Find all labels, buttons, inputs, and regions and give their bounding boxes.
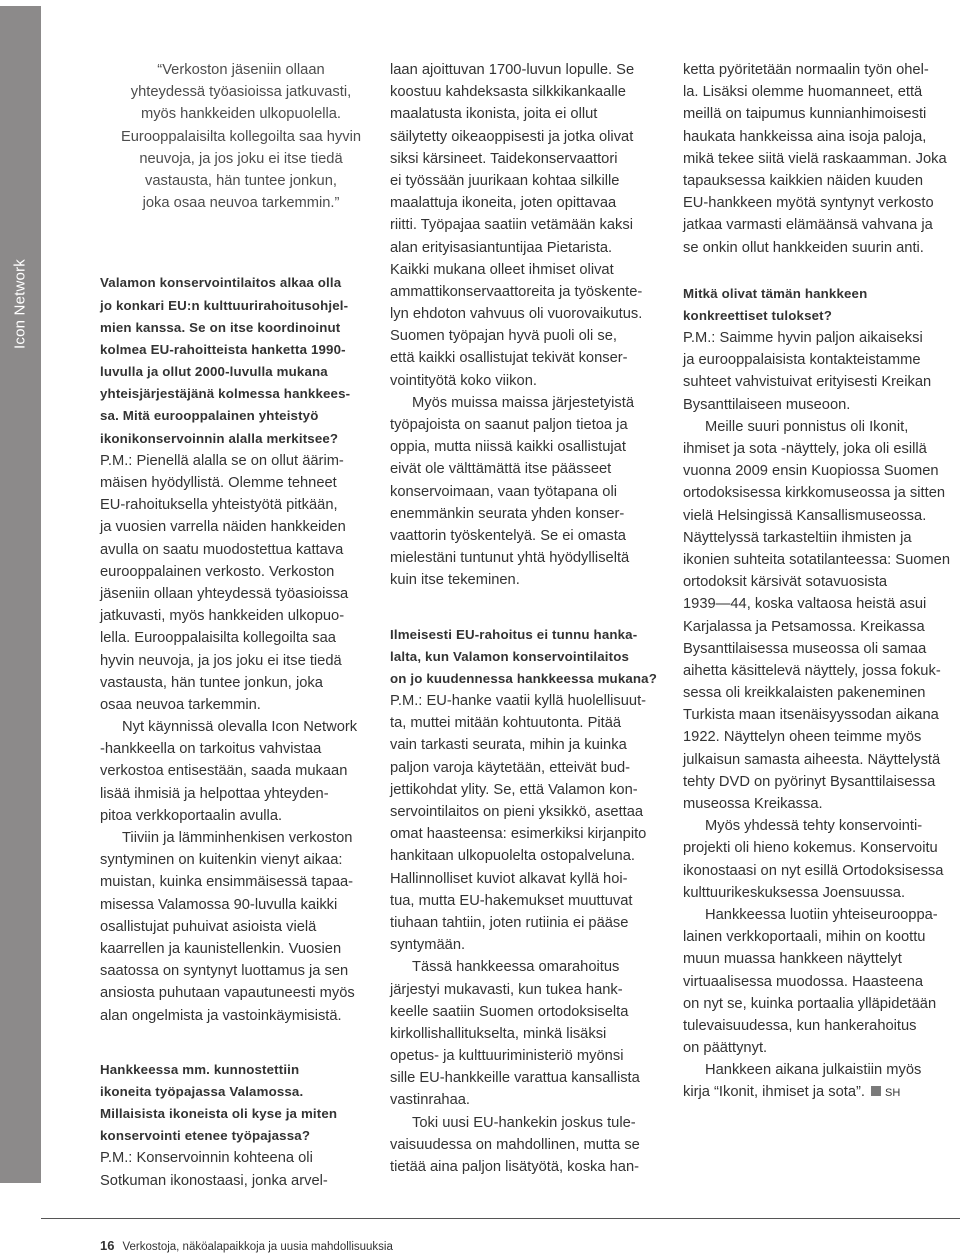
text-line: on päättynyt. — [683, 1040, 768, 1057]
question-heading — [100, 1059, 382, 1148]
text-line: Bysanttilaiseen museoon. — [683, 396, 851, 413]
text-line: konservoimaan, vaan työtapana oli — [390, 483, 617, 500]
text-line: syntyminen on kuitenkin vienyt aikaa: — [100, 852, 343, 869]
paragraph — [390, 956, 672, 1111]
paragraph — [100, 450, 382, 716]
text-line: tehty DVD on pyörinyt Bysanttilaisessa — [683, 773, 936, 790]
text-line: vain tarkasti seurata, mihin ja kuinka — [390, 737, 627, 754]
text-line: tiuhaan tahtiin, joten rutiinia ei pääse — [390, 914, 629, 931]
publication-title: Verkostoja, näköalapaikkoja ja uusia mahdollisuuksia — [122, 1241, 393, 1253]
text-line: ortodoksisessa kirkkomuseossa ja sitten — [683, 485, 946, 502]
text-line: eivät ole välttämättä itse päässeet — [390, 461, 612, 478]
text-line: 1939—44, koska valtaosa heistä asui — [683, 596, 927, 613]
text-line: tapauksessa kaikkien näiden kuuden — [683, 172, 924, 189]
paragraph — [390, 1112, 672, 1179]
text-line: P.M.: Pienellä alalla se on ollut äärim- — [100, 452, 344, 469]
text-column-2 — [390, 59, 672, 1178]
text-line: kirkollishallitukselta, minkä lisäksi — [390, 1025, 607, 1042]
text-line: hyvin neuvoja, ja jos joku ei itse tiedä — [100, 652, 342, 669]
text-line: järjestyi mukavasti, kun tukea hank- — [390, 981, 623, 998]
text-line: Sotkuman ikonostaasi, jonka arvel- — [100, 1172, 328, 1189]
text-line: vielä Helsingissä Kansallismuseossa. — [683, 507, 927, 524]
text-line: “Verkoston jäseniin ollaan — [157, 62, 325, 78]
text-column-3 — [683, 59, 960, 1104]
text-line: suhteet vahvistuivat erityisesti Kreikan — [683, 374, 932, 391]
text-line: että kaikki osallistujat tekivät konser- — [390, 350, 628, 367]
paragraph — [683, 904, 960, 1059]
paragraph — [390, 690, 672, 956]
text-line: Tässä hankkeessa omarahoitus — [412, 959, 620, 976]
text-line: laan ajoittuvan 1700-luvun lopulle. Se — [390, 62, 635, 78]
text-line: Nyt käynnissä olevalla Icon Network — [122, 719, 358, 736]
text-line: tulevaisuudessa, kun hankerahoitus — [683, 1017, 917, 1034]
text-line: mikä tekee siitä vielä raskaamman. Joka — [683, 150, 947, 167]
text-line: kolmea EU-rahoitteista hanketta 1990- — [100, 341, 346, 357]
text-line: alan erityisasiantuntijaa Pietarista. — [390, 239, 613, 256]
intro-paragraph — [100, 272, 382, 450]
text-line: muun muassa hankkeen näyttelyt — [683, 951, 902, 968]
text-line: kulttuurikeskuksessa Joensuussa. — [683, 884, 906, 901]
text-line: vastausta, hän tuntee jonkun, joka — [100, 674, 323, 691]
paragraph — [683, 416, 960, 815]
text-line: alan ongelmista ja vastoinkäymisistä. — [100, 1007, 342, 1024]
text-line: ansiosta puhutaan vapautuneesti myös — [100, 985, 355, 1002]
text-line: muistan, kuinka ensimmäisessä tapaa- — [100, 874, 354, 891]
section-tab — [0, 6, 41, 1183]
text-line: Myös yhdessä tehty konservointi- — [705, 818, 923, 835]
text-line: neuvoja, ja jos joku ei itse tiedä — [139, 150, 343, 167]
text-line: Mitkä olivat tämän hankkeen — [683, 285, 868, 301]
question-heading — [390, 624, 672, 691]
text-line: ikonien suhteita sotatilanteessa: Suomen — [683, 551, 950, 568]
paragraph — [100, 827, 382, 1027]
text-line: vaattorin työskentelyä. Se ei omasta — [390, 527, 626, 544]
text-line: ikonikonservoinnin alalla merkitsee? — [100, 430, 339, 446]
text-line: vaisuudessa on mahdollinen, mutta se — [390, 1136, 640, 1153]
text-line: Tiiviin ja lämminhenkisen verkoston — [122, 830, 353, 846]
text-line: enemmänkin seurata yhden konser- — [390, 505, 625, 522]
text-line: P.M.: Konservoinnin kohteena oli — [100, 1150, 313, 1167]
text-line: koostuu kahdeksasta silkkikankaalle — [390, 84, 626, 101]
text-line: lalta, kun Valamon konservointilaitos — [390, 648, 630, 664]
paragraph — [683, 59, 960, 259]
text-line: P.M.: Saimme hyvin paljon aikaiseksi — [683, 330, 923, 347]
text-line: ei työssään juurikaan kohtaa silkille — [390, 172, 620, 189]
text-line: oppia, mutta niissä kaikki osallistujat — [390, 439, 626, 456]
text-line: mien kanssa. Se on itse koordinoinut — [100, 319, 341, 335]
text-line: mäisen hyödyllistä. Olemme tehneet — [100, 475, 337, 491]
closing-text: kirja “Ikonit, ihmiset ja sota”. — [683, 1084, 866, 1101]
text-line: säilytetty oikeaoppisesti ja jotka olivat — [390, 128, 634, 145]
section-tab-label: Icon Network — [11, 259, 29, 349]
text-line: lisää ihmisiä ja helpottaa yhteyden- — [100, 785, 329, 802]
text-line: on jo kuudennessa hankkeessa mukana? — [390, 670, 658, 686]
text-line: Valamon konservointilaitos alkaa olla — [100, 275, 342, 291]
text-line: Hallinnolliset kuviot alkavat kyllä hoi- — [390, 870, 628, 887]
text-line: se onkin ollut hankkeiden suurin anti. — [683, 239, 924, 256]
text-line: omat haasteensa: esimerkiksi kirjanpito — [390, 826, 647, 843]
text-line: konkreettiset tulokset? — [683, 307, 833, 323]
text-line: la. Lisäksi olemme huomanneet, että — [683, 84, 923, 101]
text-line: saatossa on syntynyt luottamus ja sen — [100, 963, 349, 980]
pull-quote — [100, 59, 382, 214]
text-line: meillä on taipumus kunnianhimoisesti — [683, 106, 927, 123]
text-line: EU-hankkeen myötä syntynyt verkosto — [683, 195, 934, 212]
text-line: verkostoa entisestään, saada mukaan — [100, 763, 348, 780]
text-line: virtuaalisessa muodossa. Haasteena — [683, 973, 924, 990]
text-line: Myös muissa maissa järjestetyistä — [412, 394, 635, 411]
text-line: haukata hankkeissa aina isoja paloja, — [683, 128, 927, 145]
text-line: kaarrellen ja kaunistellenkin. Vuosien — [100, 940, 342, 957]
text-line: pitoa verkkoportaalin avulla. — [100, 807, 283, 824]
text-line: riitti. Työpajaa saatiin vetämään kaksi — [390, 217, 634, 234]
text-line: Hankkeen aikana julkaistiin myös — [705, 1062, 922, 1079]
text-line: opetus- ja kulttuuriministeriö myönsi — [390, 1048, 624, 1065]
text-line: kuin itse tekeminen. — [390, 572, 520, 589]
text-line: servointilaitos on pieni yksikkö, asettaa — [390, 804, 644, 820]
text-line: Näyttelyssä tarkasteltiin ihmisten ja — [683, 529, 912, 546]
text-line: projekti oli hieno kokemus. Konservoitu — [683, 840, 938, 857]
text-line: P.M.: EU-hanke vaatii kyllä huolellisuut- — [390, 693, 647, 710]
end-square-icon — [871, 1086, 881, 1096]
text-line: ikonostaasi on nyt esillä Ortodoksisessa — [683, 862, 944, 879]
question-heading — [683, 283, 960, 327]
text-line: ihmiset ja sota -näyttely, joka oli esillä — [683, 441, 927, 457]
text-line: vastausta, hän tuntee jonkun, — [145, 172, 337, 189]
text-line: on nyt se, kuinka portaalia ylläpidetään — [683, 995, 937, 1012]
text-line: lyn ehdoton vahvuus oli vuorovaikutus. — [390, 306, 643, 323]
text-line: Millaisista ikoneista oli kyse ja miten — [100, 1106, 338, 1122]
text-line: Toki uusi EU-hankekin joskus tule- — [412, 1114, 636, 1131]
text-line: Kaikki mukana olleet ihmiset olivat — [390, 261, 614, 278]
text-line: siksi kärsineet. Taidekonservaattori — [390, 150, 618, 167]
text-line: keelle saatiin Suomen ortodoksiselta — [390, 1003, 629, 1020]
text-line: Turkista maan itsenäisyyssodan aikana — [683, 707, 939, 724]
text-line: myös hankkeiden ulkopuolella. — [140, 106, 342, 123]
text-line: Meille suuri ponnistus oli Ikonit, — [705, 418, 909, 435]
paragraph — [683, 327, 960, 416]
text-line: Bysanttilaisessa museossa oli samaa — [683, 640, 927, 657]
footer-divider — [41, 1218, 960, 1219]
text-line: jatkaa varmasti elämäänsä vahvana ja — [683, 217, 933, 234]
text-column-1 — [100, 59, 382, 1192]
text-line: ketta pyöritetään normaalin työn ohel- — [683, 62, 929, 78]
text-line: maalatusta ikonista, joita ei ollut — [390, 106, 598, 123]
text-line: museossa Kreikassa. — [683, 796, 823, 812]
text-line: misessa Valamossa 90-luvulla kaikki — [100, 896, 338, 913]
text-line: Hankkeessa luotiin yhteiseurooppa- — [705, 906, 938, 923]
text-line: 1922. Näyttelyn oheen teimme myös — [683, 729, 922, 746]
paragraph — [100, 716, 382, 827]
text-line: sessa oli kreikkalaisten pakeneminen — [683, 685, 926, 702]
text-line: lainen verkkoportaali, mihin on koottu — [683, 929, 926, 946]
text-line: ortodoksit kärsivät sotavuosista — [683, 574, 888, 591]
text-line: aihetta käsittelevä näyttely, jossa fokuk- — [683, 662, 941, 679]
text-line: Suomen työpajan hyvä puoli oli se, — [390, 328, 617, 345]
text-line: ja vuosien varrella näiden hankkeiden — [100, 519, 346, 536]
text-line: sa. Mitä eurooppalainen yhteistyö — [100, 408, 319, 424]
paragraph — [390, 59, 672, 392]
text-line: ammattikonservaattoreita ja työskente- — [390, 283, 643, 300]
paragraph — [100, 1147, 382, 1191]
text-line: jettikohdat ylity. Se, että Valamon kon- — [390, 781, 638, 798]
text-line: EU-rahoituksella yhteistyötä pitkään, — [100, 497, 338, 514]
text-line: osallistujat puhuivat asioista vielä — [100, 918, 317, 935]
text-line: sille EU-hankkeille varattua kansallista — [390, 1070, 640, 1087]
text-line: työpajoista on saanut paljon tietoa ja — [390, 417, 628, 433]
text-line: tietää aina paljon lisätyötä, koska han- — [390, 1159, 640, 1175]
text-line: jo konkari EU:n kulttuurirahoitusohjel- — [100, 297, 349, 313]
text-line: luvulla ja ollut 2000-luvulla mukana — [100, 364, 328, 380]
text-line: Hankkeessa mm. kunnostettiin — [100, 1061, 300, 1077]
text-line: Eurooppalaisilta kollegoilta saa hyvin — [120, 128, 362, 145]
text-line: vastinrahaa. — [390, 1092, 471, 1109]
text-line: hankitaan ulkopuolelta ostopalveluna. — [390, 848, 635, 865]
text-line: Ilmeisesti EU-rahoitus ei tunnu hanka- — [390, 626, 638, 642]
page-number: 16 — [100, 1238, 115, 1253]
text-line: tua, mutta EU-hakemukset muuttuvat — [390, 892, 633, 909]
paragraph — [683, 815, 960, 904]
text-line: vointityötä koko viikon. — [390, 372, 537, 389]
text-line: julkaisun samasta aiheesta. Näyttelystä — [683, 751, 941, 768]
text-line: syntymään. — [390, 937, 466, 954]
text-line: avulla on saatu muodostettua kattava — [100, 541, 344, 558]
text-line: paljon varoja käytetään, etteivät bud- — [390, 759, 631, 776]
text-line: yhteydessä työasioissa jatkuvasti, — [130, 84, 352, 101]
text-line: maalattuja ikoneita, joten opittavaa — [390, 195, 617, 212]
page-footer — [100, 1238, 393, 1253]
text-line: vuonna 2009 ensin Kuopiossa Suomen — [683, 463, 939, 480]
text-line: ja eurooppalaisista kontakteistamme — [683, 352, 921, 369]
text-line: Karjalassa ja Petsamossa. Kreikassa — [683, 618, 925, 635]
text-line: konservointi etenee työpajassa? — [100, 1128, 311, 1144]
text-line: -hankkeella on tarkoitus vahvistaa — [100, 741, 322, 758]
text-line: joka osaa neuvoa tarkemmin.” — [142, 195, 340, 212]
paragraph — [683, 1059, 960, 1081]
text-line: yhteisjärjestäjänä kolmessa hankkees- — [100, 386, 351, 402]
paragraph — [390, 392, 672, 592]
text-line: osaa neuvoa tarkemmin. — [100, 696, 261, 713]
text-line: eurooppalainen verkosto. Verkoston — [100, 563, 335, 580]
text-line: lella. Eurooppalaisilta kollegoilta saa — [100, 630, 336, 647]
text-line: jatkuvasti, myös hankkeiden ulkopuo- — [100, 608, 345, 625]
author-initials: SH — [885, 1087, 901, 1100]
text-line: jäseniin ollaan yhteydessä työasioissa — [100, 585, 349, 602]
text-line: mielestäni tuntunut yhtä hyödylliseltä — [390, 550, 630, 567]
text-line: ta, muttei mitään kohtuutonta. Pitää — [390, 715, 622, 732]
closing-line — [683, 1081, 960, 1103]
text-line: ikoneita työpajassa Valamossa. — [100, 1083, 304, 1099]
